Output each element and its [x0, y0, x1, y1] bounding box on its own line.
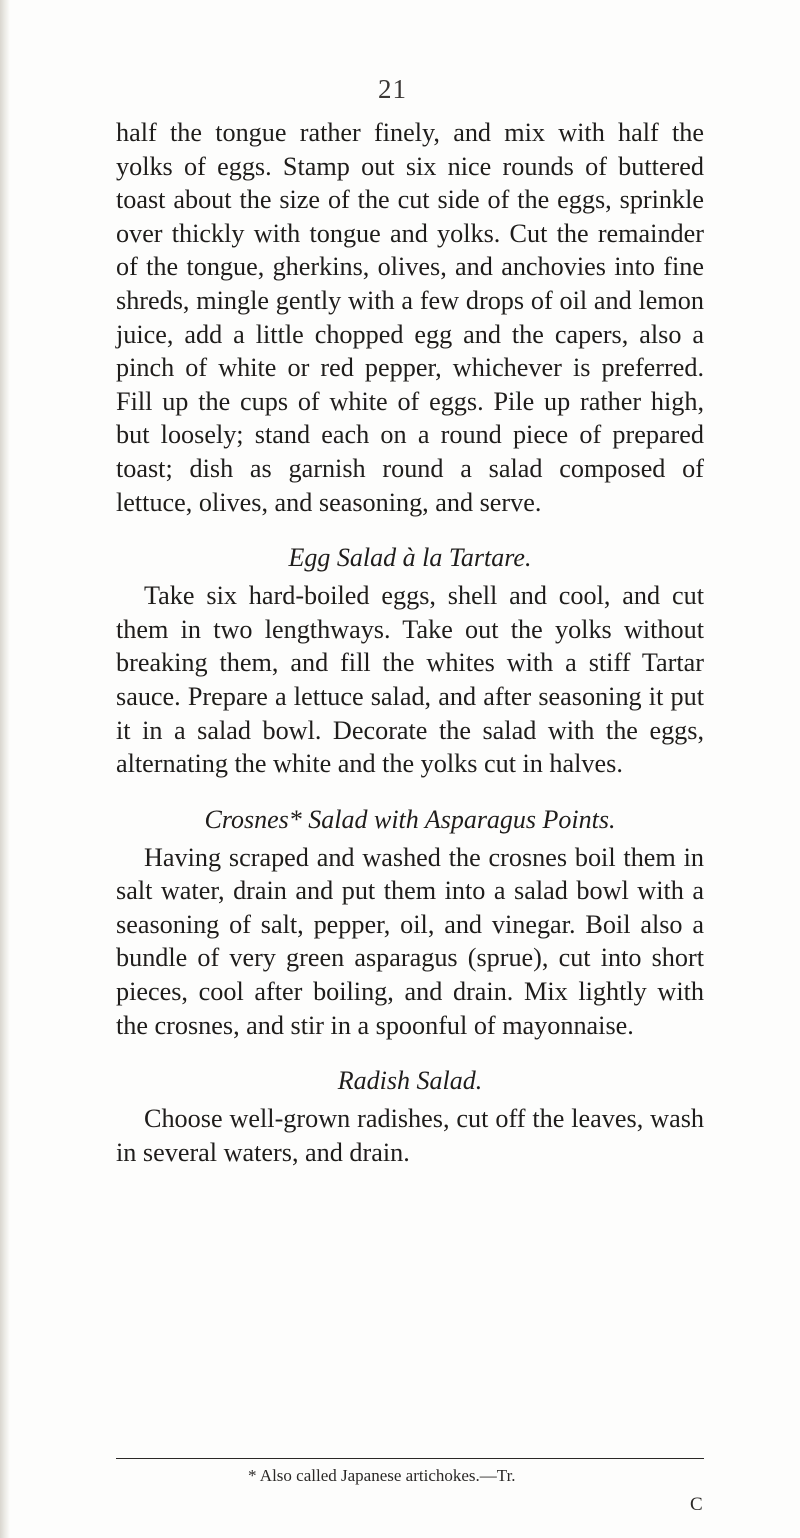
recipe-heading-radish-salad: Radish Salad. [337, 1066, 483, 1096]
recipe-heading-crosnes-salad: Crosnes* Salad with Asparagus Points. [204, 804, 616, 834]
main-text-block [116, 116, 704, 1169]
footnote: * Also called Japanese artichokes.—Tr. [248, 1466, 516, 1485]
recipe-body-crosnes-salad: Having scraped and washed the crosnes boil them in salt water, drain and put them into a salad bowl with a seasoning of salt, pepper, oil, and vinegar. Boil also a bundle of very green asparagus (sprue), cut into short pieces, cool after boiling, and drain. Mix lightly with the crosnes, and stir in a spoonful of mayonnaise. [116, 842, 704, 1040]
page-spine-shadow [0, 0, 10, 1538]
recipe-heading-egg-salad: Egg Salad à la Tartare. [288, 543, 532, 573]
page-number: 21 [378, 74, 407, 104]
recipe-body-radish-salad: Choose well-grown radishes, cut off the leaves, wash in several waters, and drain. [116, 1104, 704, 1167]
footnote-divider [116, 1458, 704, 1459]
intro-paragraph: half the tongue rather finely, and mix with half the yolks of eggs. Stamp out six nice rounds of buttered toast about the size of the cut side of the eggs, sprinkle over thickly with tongue and yolks. Cut the remainder of the tongue, gherkins, olives, and anchovies into fine shreds, mingle gently with a few drops of oil and lemon juice, add a little chopped egg and the capers, also a pinch of white or red pepper, whichever is preferred. Fill up the cups of white of eggs. Pile up rather high, but loosely; stand each on a round piece of prepared toast; dish as garnish round a salad composed of lettuce, olives, and seasoning, and serve. [116, 118, 704, 517]
signature-mark: C [690, 1494, 703, 1515]
recipe-body-egg-salad: Take six hard-boiled eggs, shell and cool, and cut them in two lengthways. Take out the yolks without breaking them, and fill the whites with a stiff Tartar sauce. Prepare a lettuce salad, and after seasoning it put it in a salad bowl. Decorate the salad with the eggs, alternating the white and the yolks cut in halves. [116, 581, 704, 779]
